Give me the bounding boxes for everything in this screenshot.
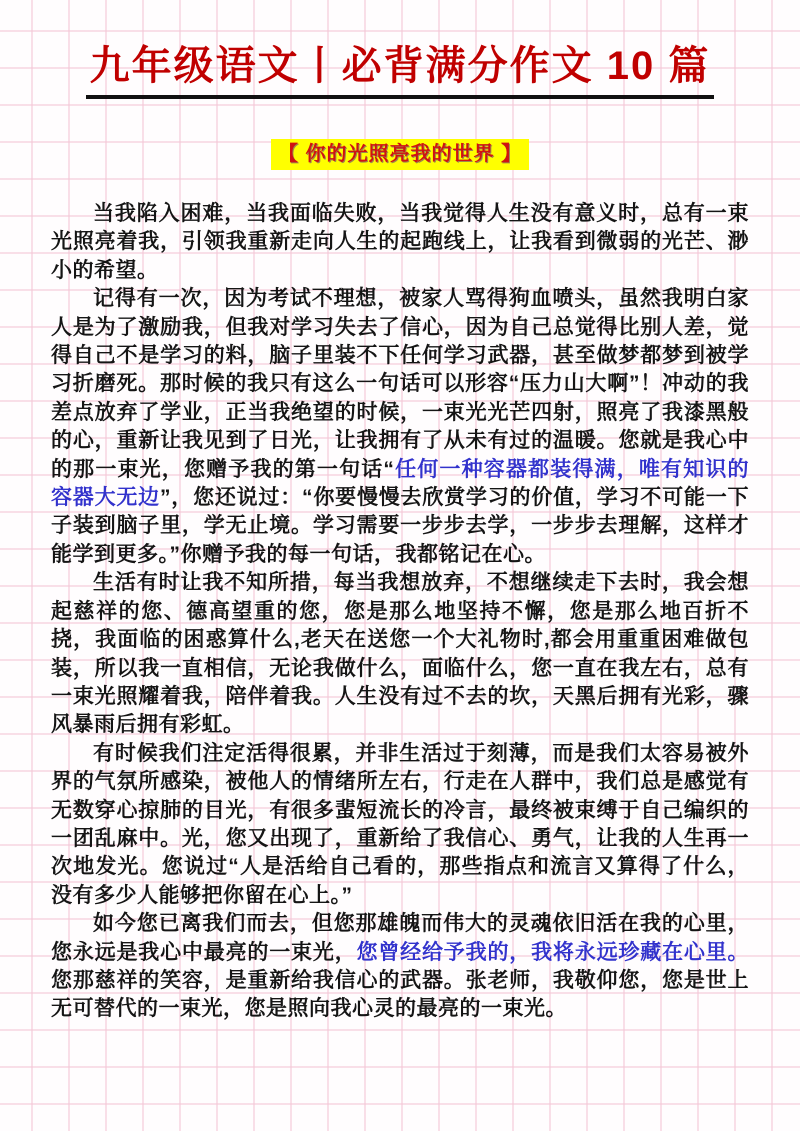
highlighted-quote-blue: 任何一种容器都装得满，唯有知识的容器大无边 <box>51 457 750 510</box>
text-segment: 生活有时让我不知所措，每当我想放弃，不想继续走下去时，我会想起慈祥的您、德高望重的您，您是那么地坚持不懈，您是那么地百折不挠，我面临的困惑算什么,老天在送您一个大礼物时,都会用重重困难做包装，所以我一直相信，无论我做什么，面临什么，您一直在我左右，总有一束光照耀着我，陪伴着我。人生没有过不去的坎，天黑后拥有光彩，骤风暴雨后拥有彩虹。 <box>51 571 749 737</box>
essay-body <box>51 200 749 1024</box>
text-segment: 有时候我们注定活得很累，并非生活过于刻薄，而是我们太容易被外界的气氛所感染，被他人的情绪所左右，行走在人群中，我们总是感觉有无数穿心掠肺的目光，有很多蜚短流长的冷言，最终被束缚于自己编织的一团乱麻中。光，您又出现了，重新给了我信心、勇气，让我的人生再一次地发光。您说过“人是活给自己看的，那些指点和流言又算得了什么，没有多少人能够把你留在心上。” <box>51 741 749 907</box>
paragraph-4 <box>51 740 749 910</box>
text-segment: 当我陷入困难，当我面临失败，当我觉得人生没有意义时，总有一束光照亮着我，引领我重新走向人生的起跑线上，让我看到微弱的光芒、渺小的希望。 <box>51 202 749 282</box>
text-segment: 记得有一次，因为考试不理想，被家人骂得狗血喷头，虽然我明白家人是为了激励我，但我对学习失去了信心，因为自己总觉得比别人差，觉得自己不是学习的料，脑子里装不下任何学习武器，甚至做梦都梦到被学习折磨死。那时候的我只有这么一句话可以形容“压力山大啊”！冲动的我差点放弃了学业，正当我绝望的时候，一束光光芒四射，照亮了我漆黑般的心，重新让我见到了日光，让我拥有了从未有过的温暖。您就是我心中的那一束光，您赠予我的第一句话“ <box>51 287 749 481</box>
paragraph-1 <box>51 200 749 285</box>
paragraph-2 <box>51 285 749 569</box>
page-title: 九年级语文丨必背满分作文 10 篇 <box>86 44 715 99</box>
text-segment: 您那慈祥的笑容，是重新给我信心的武器。张老师，我敬仰您，您是世上无可替代的一束光，您是照向我心灵的最亮的一束光。 <box>51 968 749 1021</box>
title-row <box>0 0 800 99</box>
subtitle-row <box>0 139 800 170</box>
paragraph-3 <box>51 569 749 739</box>
essay-subtitle-badge: 【 你的光照亮我的世界 】 <box>271 139 529 170</box>
text-segment: ”，您还说过：“你要慢慢去欣赏学习的价值，学习不可能一下子装到脑子里，学无止境。学习需要一步步去学，一步步去理解，这样才能学到更多。”你赠予我的每一句话，我都铭记在心。 <box>51 486 749 566</box>
paragraph-5 <box>51 910 749 1024</box>
highlighted-sentence-blue: 您曾经给予我的，我将永远珍藏在心里。 <box>356 940 749 964</box>
text-segment: 如今您已离我们而去，但您那雄魄而伟大的灵魂依旧活在我的心里，您永远是我心中最亮的一束光， <box>51 912 749 964</box>
